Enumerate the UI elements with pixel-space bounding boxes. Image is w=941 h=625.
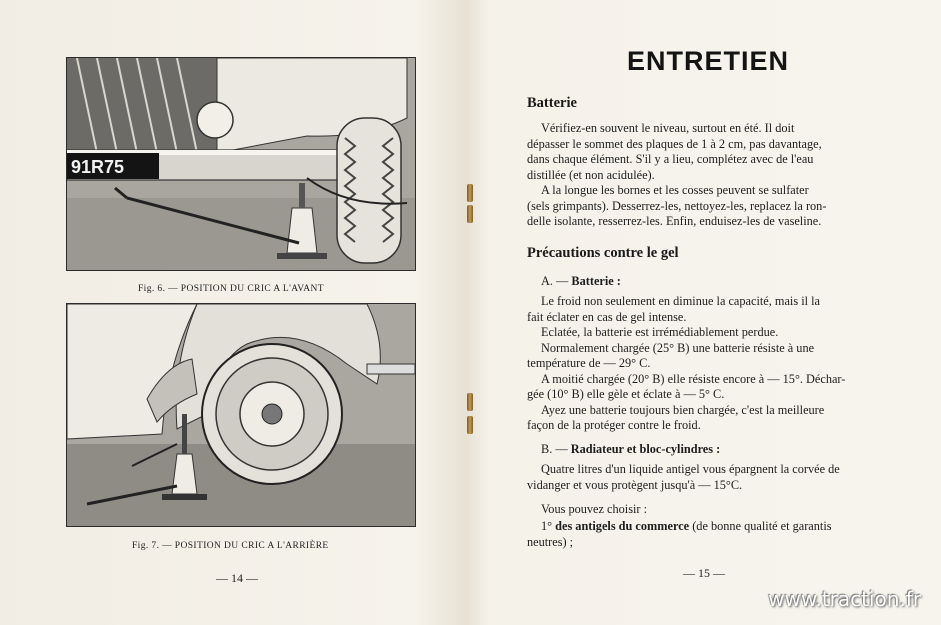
subheading-a-label: Batterie : bbox=[571, 274, 621, 288]
figure-6-front-jack bbox=[66, 57, 416, 271]
option-1-rest: (de bonne qualité et garantis bbox=[689, 519, 832, 533]
figure-7-rear-jack bbox=[66, 303, 416, 527]
option-1-text bbox=[527, 519, 878, 550]
gel-batterie-text bbox=[527, 294, 878, 434]
subheading-a-prefix: A. — bbox=[541, 274, 572, 288]
text-line: Quatre litres d'un liquide antigel vous épargnent la corvée de bbox=[541, 462, 840, 476]
heading-precautions-gel: Précautions contre le gel bbox=[527, 245, 679, 261]
text-line: (sels grimpants). Desserrez-les, nettoyez-les, replacez la ron- bbox=[527, 198, 827, 213]
text-line: A la longue les bornes et les cosses peuvent se sulfater bbox=[541, 183, 809, 197]
subheading-a-batterie bbox=[541, 274, 621, 289]
license-plate: 91R75 bbox=[71, 157, 125, 177]
page-number-right: — 15 — bbox=[683, 566, 725, 580]
subheading-b-radiateur bbox=[541, 442, 720, 457]
text-line: dans chaque élément. S'il y a lieu, complétez avec de l'eau bbox=[527, 152, 814, 166]
front-jack-illustration bbox=[67, 58, 415, 270]
choose-text bbox=[541, 502, 878, 518]
heading-batterie: Batterie bbox=[527, 95, 577, 111]
text-line: température de — 29° C. bbox=[527, 356, 651, 370]
text-line: A moitié chargée (20° B) elle résiste encore à — 15°. Déchar- bbox=[541, 371, 846, 386]
text-line: Eclatée, la batterie est irrémédiablement perdue. bbox=[541, 325, 779, 339]
batterie-text bbox=[527, 121, 878, 230]
option-1-bold: des antigels du commerce bbox=[555, 519, 690, 533]
text-line: Normalement chargée (25° B) une batterie résiste à une bbox=[541, 340, 815, 355]
subheading-b-label: Radiateur et bloc-cylindres : bbox=[570, 442, 721, 456]
text-line bbox=[527, 519, 878, 535]
rear-jack-illustration bbox=[67, 304, 415, 526]
watermark: www.traction.fr bbox=[768, 587, 921, 611]
text-line: fait éclater en cas de gel intense. bbox=[527, 309, 687, 324]
text-line: vidanger et vous protègent jusqu'à — 15°C. bbox=[527, 477, 743, 492]
right-page bbox=[470, 0, 941, 625]
text-line: Le froid non seulement en diminue la capacité, mais il la bbox=[541, 294, 820, 308]
option-1-prefix: 1° bbox=[541, 519, 556, 533]
text-line: Vérifiez-en souvent le niveau, surtout en été. Il doit bbox=[541, 121, 795, 135]
radiateur-text bbox=[527, 462, 878, 493]
left-page bbox=[0, 0, 470, 625]
figure-6-caption: Fig. 6. — POSITION DU CRIC A L'AVANT bbox=[138, 284, 324, 294]
text-line: gée (10° B) elle gèle et éclate à — 5° C. bbox=[527, 387, 725, 401]
text-line: distillée (et non acidulée). bbox=[527, 167, 655, 182]
text-line: neutres) ; bbox=[527, 534, 574, 549]
text-line: façon de la protéger contre le froid. bbox=[527, 418, 701, 432]
figure-7-caption: Fig. 7. — POSITION DU CRIC A L'ARRIÈRE bbox=[132, 541, 329, 551]
text-line: delle isolante, resserrez-les. Enfin, enduisez-les de vaseline. bbox=[527, 214, 822, 228]
text-line: Vous pouvez choisir : bbox=[541, 502, 647, 516]
page-title: ENTRETIEN bbox=[627, 46, 790, 76]
text-line: Ayez une batterie toujours bien chargée, c'est la meilleure bbox=[541, 402, 825, 417]
text-line: dépasser le sommet des plaques de 1 à 2 cm, pas davantage, bbox=[527, 136, 822, 151]
page-number-left: — 14 — bbox=[216, 571, 258, 585]
subheading-b-prefix: B. — bbox=[541, 442, 571, 456]
